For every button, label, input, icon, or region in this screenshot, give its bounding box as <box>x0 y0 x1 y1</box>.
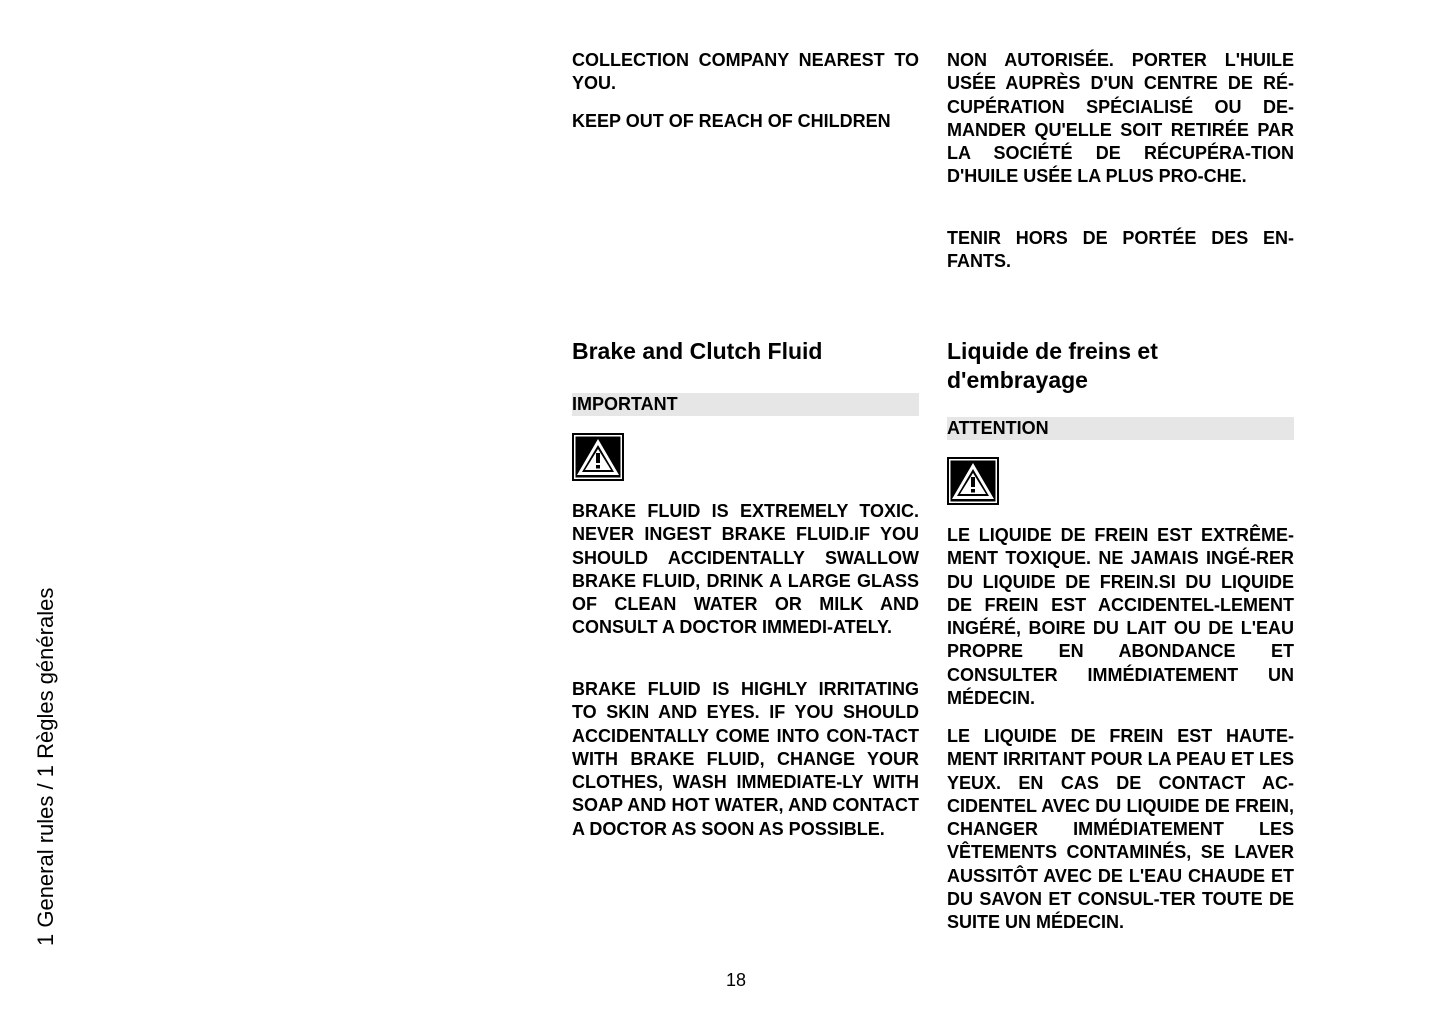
en-section-title: Brake and Clutch Fluid <box>572 338 823 364</box>
side-chapter-label: 1 General rules / 1 Règles générales <box>33 587 58 946</box>
fr-notice-bar <box>947 417 1294 440</box>
french-column <box>947 0 1294 1018</box>
en-top-paragraph-2: KEEP OUT OF REACH OF CHILDREN <box>572 111 891 131</box>
warning-triangle-icon <box>947 457 999 505</box>
en-notice-bar <box>572 393 919 416</box>
fr-section-title-line1: Liquide de freins et <box>947 338 1158 364</box>
warning-triangle-icon <box>572 433 624 481</box>
fr-section-title <box>947 337 1294 395</box>
en-top-paragraph-1: COLLECTION COMPANY NEAREST TO YOU. <box>572 50 919 94</box>
fr-section-title-line2: d'embrayage <box>947 367 1088 393</box>
fr-top-paragraph-2: TENIR HORS DE PORTÉE DES EN-FANTS. <box>947 228 1294 272</box>
en-warning-paragraph-2: BRAKE FLUID IS HIGHLY IRRITATING TO SKIN AND EYES. IF YOU SHOULD ACCIDENTALLY COME INTO CON-TACT WITH BRAKE FLUID, CHANGE YOUR CLOTHES, WASH IMMEDIATE-LY WITH SOAP AND HOT WATER, AND CONTACT A DOCTOR AS SOON AS POSSIBLE. <box>572 679 919 839</box>
fr-notice-label: ATTENTION <box>947 418 1049 438</box>
page-number: 18 <box>725 970 747 990</box>
fr-top-paragraph-1: NON AUTORISÉE. PORTER L'HUILE USÉE AUPRÈS D'UN CENTRE DE RÉ-CUPÉRATION SPÉCIALISÉ OU DE-MANDER QU'ELLE SOIT RETIRÉE PAR LA SOCIÉTÉ DE RÉCUPÉRA-TION D'HUILE USÉE LA PLUS PRO-CHE. <box>947 50 1294 187</box>
english-column <box>572 0 919 1018</box>
en-warning-paragraph-1: BRAKE FLUID IS EXTREMELY TOXIC. NEVER INGEST BRAKE FLUID.IF YOU SHOULD ACCIDENTALLY SWALLOW BRAKE FLUID, DRINK A LARGE GLASS OF CLEAN WATER OR MILK AND CONSULT A DOCTOR IMMEDI-ATELY. <box>572 501 919 638</box>
fr-warning-paragraph-2: LE LIQUIDE DE FREIN EST HAUTE-MENT IRRITANT POUR LA PEAU ET LES YEUX. EN CAS DE CONTACT AC-CIDENTEL AVEC DU LIQUIDE DE FREIN, CHANGER IMMÉDIATEMENT LES VÊTEMENTS CONTAMINÉS, SE LAVER AUSSITÔT AVEC DE L'EAU CHAUDE ET DU SAVON ET CONSUL-TER TOUTE DE SUITE UN MÉDECIN. <box>947 726 1295 933</box>
en-notice-label: IMPORTANT <box>572 394 678 414</box>
fr-warning-paragraph-1: LE LIQUIDE DE FREIN EST EXTRÊME-MENT TOXIQUE. NE JAMAIS INGÉ-RER DU LIQUIDE DE FREIN.SI DU LIQUIDE DE FREIN EST ACCIDENTEL-LEMENT INGÉRÉ, BOIRE DU LAIT OU DE L'EAU PROPRE EN ABONDANCE ET CONSULTER IMMÉDIATEMENT UN MÉDECIN. <box>947 525 1294 709</box>
